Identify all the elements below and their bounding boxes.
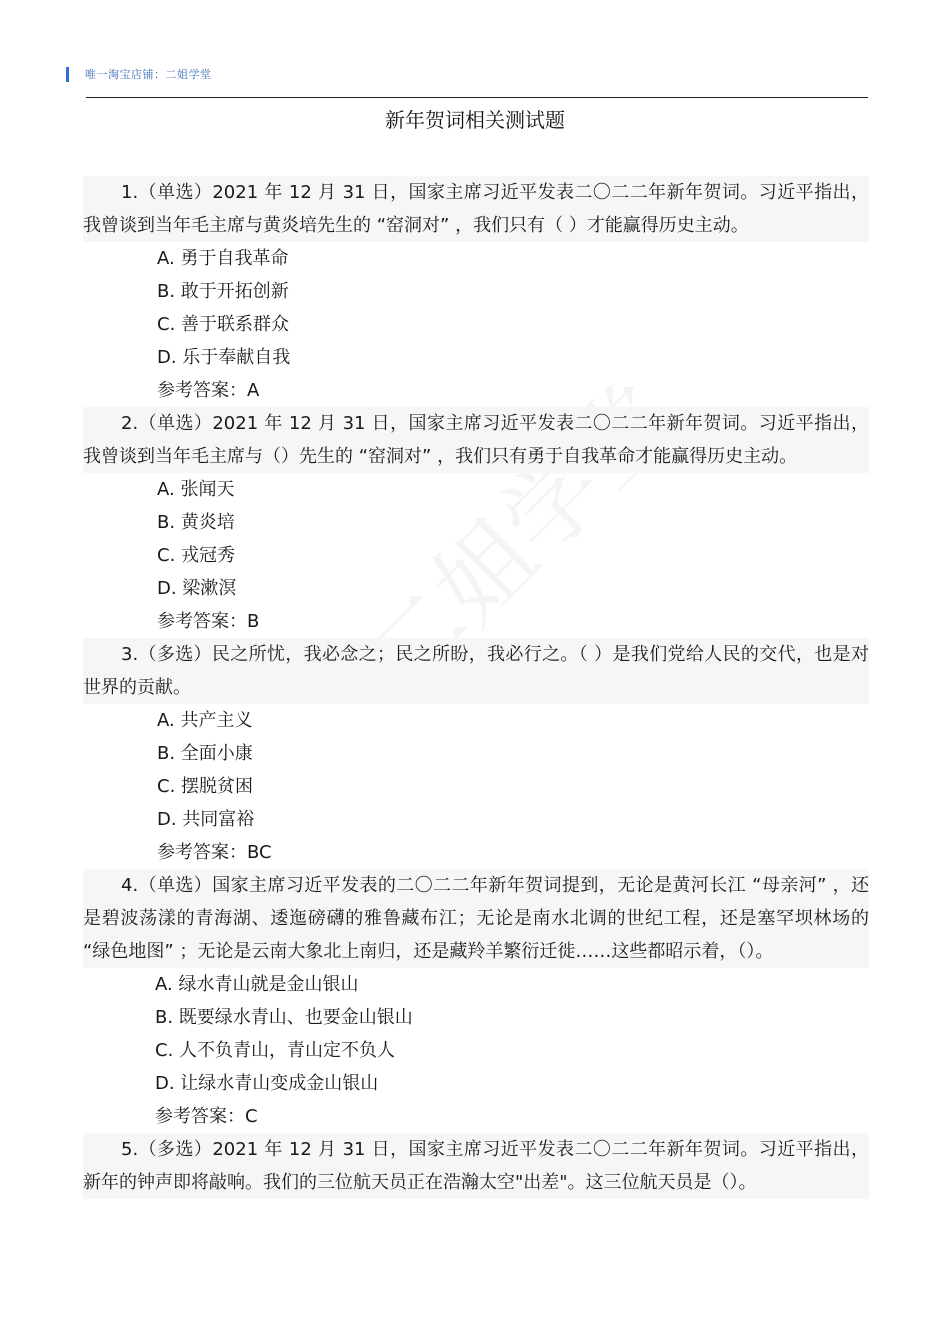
question-1	[83, 176, 869, 407]
page-title: 新年贺词相关测试题	[385, 108, 565, 132]
option-b: B. 全面小康	[157, 743, 253, 764]
header-store-text: 唯一淘宝店铺：二姐学堂	[85, 68, 212, 81]
option-d: D. 梁漱溟	[157, 578, 237, 599]
option-b: B. 既要绿水青山、也要金山银山	[155, 1007, 413, 1028]
question-list	[83, 176, 869, 1199]
option-c: C. 人不负青山，青山定不负人	[155, 1040, 396, 1061]
question-stem: 1.（单选）2021 年 12 月 31 日，国家主席习近平发表二〇二二年新年贺词。习近平指出，我曾谈到当年毛主席与黄炎培先生的 “窑洞对” ，我们只有（ ）才能赢得历史主动。	[83, 176, 869, 242]
option-c: C. 戎冠秀	[157, 545, 236, 566]
option-c: C. 摆脱贫困	[157, 776, 254, 797]
option-c: C. 善于联系群众	[157, 314, 290, 335]
question-4	[83, 869, 869, 1133]
header-divider	[86, 97, 868, 98]
option-d: D. 让绿水青山变成金山银山	[155, 1073, 379, 1094]
option-a: A. 共产主义	[157, 710, 253, 731]
option-d: D. 共同富裕	[157, 809, 255, 830]
question-stem: 2.（单选）2021 年 12 月 31 日，国家主席习近平发表二〇二二年新年贺词。习近平指出，我曾谈到当年毛主席与（）先生的 “窑洞对” ，我们只有勇于自我革命才能赢得历史主动。	[83, 407, 869, 473]
question-5	[83, 1133, 869, 1199]
reference-answer: 参考答案：A	[157, 380, 260, 401]
reference-answer: 参考答案：BC	[157, 842, 272, 863]
option-a: A. 张闻天	[157, 479, 235, 500]
reference-answer: 参考答案：B	[157, 611, 260, 632]
option-a: A. 绿水青山就是金山银山	[155, 974, 359, 995]
option-b: B. 敢于开拓创新	[157, 281, 289, 302]
option-a: A. 勇于自我革命	[157, 248, 289, 269]
option-d: D. 乐于奉献自我	[157, 347, 291, 368]
question-stem: 4.（单选）国家主席习近平发表的二〇二二年新年贺词提到，无论是黄河长江 “母亲河” ，还是碧波荡漾的青海湖、逶迤磅礴的雅鲁藏布江；无论是南水北调的世纪工程，还是塞罕坝林场的 “绿色地图” ；无论是云南大象北上南归，还是藏羚羊繁衍迁徙……这些都昭示着，（）。	[83, 869, 869, 968]
question-stem: 3.（多选）民之所忧，我必念之；民之所盼，我必行之。（ ）是我们党给人民的交代，也是对世界的贡献。	[83, 638, 869, 704]
option-b: B. 黄炎培	[157, 512, 235, 533]
page-header	[66, 66, 212, 82]
question-2	[83, 407, 869, 638]
header-accent-bar	[66, 67, 69, 82]
question-stem: 5.（多选）2021 年 12 月 31 日，国家主席习近平发表二〇二二年新年贺词。习近平指出，新年的钟声即将敲响。我们的三位航天员正在浩瀚太空"出差"。这三位航天员是（）。	[83, 1133, 869, 1199]
question-3	[83, 638, 869, 869]
reference-answer: 参考答案：C	[155, 1106, 258, 1127]
